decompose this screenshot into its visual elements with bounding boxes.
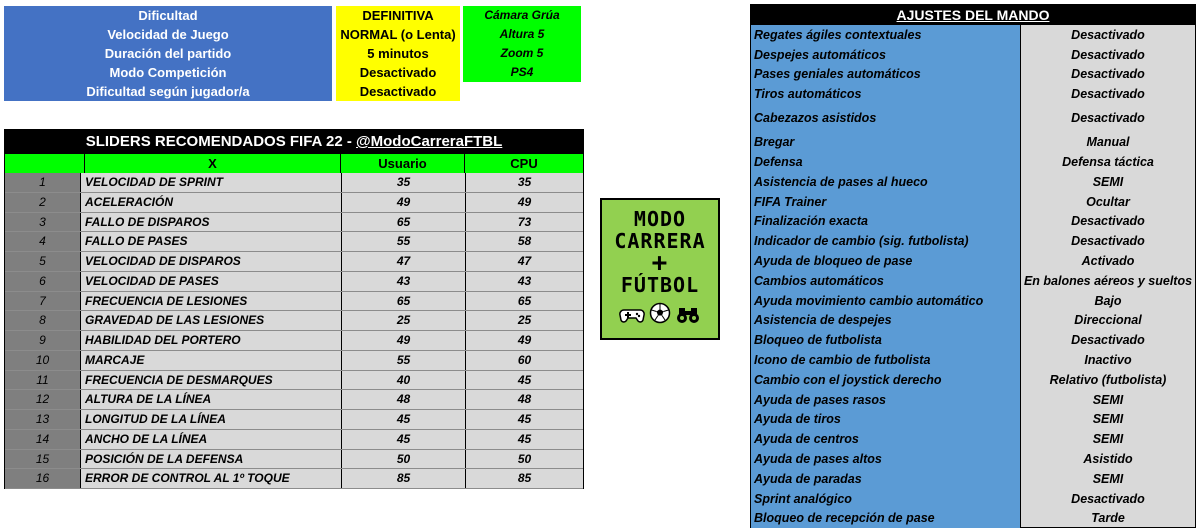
controller-setting-value-text: SEMI [1092,432,1124,447]
controller-setting-value-text: Direccional [1074,313,1142,328]
controller-row [751,350,1195,370]
controller-row [751,45,1195,65]
slider-number: 2 [5,193,81,212]
slider-row [5,292,583,312]
header-user: Usuario [341,154,465,173]
slider-name: GRAVEDAD DE LAS LESIONES [85,313,265,328]
header-number [5,154,85,173]
controller-setting-label [751,271,1021,291]
controller-settings [750,4,1196,528]
slider-user-value: 35 [341,173,465,192]
controller-setting-label-text: Ayuda movimiento cambio automático [754,293,984,308]
slider-user-value: 55 [341,232,465,251]
slider-row [5,213,583,233]
slider-user-value: 47 [341,252,465,271]
slider-cpu-value: 49 [465,331,583,350]
controller-setting-label-text: Ayuda de centros [754,432,859,447]
controller-setting-label [751,192,1021,212]
slider-name: FRECUENCIA DE DESMARQUES [85,372,273,387]
controller-setting-label [751,390,1021,410]
controller-setting-value [1021,509,1195,529]
controller-setting-label [751,429,1021,449]
controller-setting-label [751,489,1021,509]
camera-setting: Zoom 5 [463,44,581,63]
controller-row [751,271,1195,291]
controller-setting-label-text: Sprint analógico [754,491,852,506]
controller-setting-label-text: Finalización exacta [754,214,868,229]
setting-label: Duración del partido [4,44,332,63]
controller-row [751,429,1195,449]
controller-setting-value-text: Desactivado [1071,47,1145,62]
controller-setting-label-text: Ayuda de pases rasos [754,392,887,407]
slider-number: 1 [5,173,81,192]
controller-setting-value-text: Activado [1081,253,1135,268]
slider-number: 5 [5,252,81,271]
controller-setting-label [751,65,1021,85]
slider-cpu-value: 85 [465,469,583,488]
controller-setting-label-text: Despejes automáticos [754,47,886,62]
slider-row [5,232,583,252]
controller-setting-label-text: Ayuda de pases altos [754,451,882,466]
slider-row [5,390,583,410]
sliders-title [5,130,583,154]
controller-setting-label-text: Cabezazos asistidos [754,111,877,126]
header-name: X [85,154,341,173]
slider-user-value: 55 [341,351,465,370]
slider-user-value: 50 [341,450,465,469]
controller-setting-label-text: Asistencia de despejes [754,313,892,328]
controller-setting-value [1021,251,1195,271]
slider-cpu-value: 43 [465,272,583,291]
controller-setting-value [1021,84,1195,104]
slider-number: 9 [5,331,81,350]
modo-carrera-logo [600,198,720,340]
slider-cpu-value: 45 [465,371,583,390]
camera-setting: PS4 [463,63,581,82]
camera-setting: Cámara Grúa [463,6,581,25]
slider-row [5,450,583,470]
slider-user-value: 43 [341,272,465,291]
slider-user-value: 65 [341,292,465,311]
controller-setting-value [1021,330,1195,350]
slider-cpu-value: 65 [465,292,583,311]
controller-setting-value-text: Desactivado [1071,67,1145,82]
controller-setting-value [1021,45,1195,65]
controller-setting-label [751,251,1021,271]
controller-setting-value [1021,311,1195,331]
controller-setting-label [751,509,1021,529]
controller-row [751,311,1195,331]
slider-number: 3 [5,213,81,232]
slider-number: 16 [5,469,81,488]
sliders-table [4,129,584,489]
controller-setting-value-text: En balones aéreos y sueltos [1023,273,1193,288]
setting-label: Velocidad de Juego [4,25,332,44]
slider-row [5,311,583,331]
slider-row [5,371,583,391]
slider-name: POSICIÓN DE LA DEFENSA [85,451,244,466]
setting-label: Modo Competición [4,63,332,82]
setting-value: Desactivado [336,63,460,82]
controller-setting-label-text: Bloqueo de recepción de pase [754,511,935,526]
slider-user-value: 40 [341,371,465,390]
controller-row [751,330,1195,350]
controller-setting-value-text: Bajo [1094,293,1122,308]
controller-row [751,469,1195,489]
slider-row [5,331,583,351]
controller-row [751,410,1195,430]
slider-name: ERROR DE CONTROL AL 1º TOQUE [85,471,290,486]
controller-setting-label [751,330,1021,350]
controller-row [751,65,1195,85]
controller-setting-value [1021,469,1195,489]
slider-user-value: 65 [341,213,465,232]
slider-name: VELOCIDAD DE PASES [85,273,219,288]
controller-setting-value [1021,271,1195,291]
slider-name: LONGITUD DE LA LÍNEA [85,412,226,426]
controller-setting-value-text: SEMI [1092,471,1124,486]
header-cpu: CPU [465,154,583,173]
slider-user-value: 45 [341,410,465,429]
controller-setting-label-text: Icono de cambio de futbolista [754,352,931,367]
slider-cpu-value: 60 [465,351,583,370]
controller-setting-label-text: FIFA Trainer [754,194,827,209]
slider-name: ACELERACIÓN [85,194,174,209]
slider-name: MARCAJE [85,352,145,367]
controller-setting-value-text: Desactivado [1071,333,1145,348]
slider-row [5,469,583,489]
slider-number: 7 [5,292,81,311]
controller-setting-value-text: Desactivado [1071,214,1145,229]
slider-user-value: 85 [341,469,465,488]
controller-row [751,104,1195,128]
controller-setting-value-text: Defensa táctica [1062,154,1154,169]
controller-setting-label-text: Tiros automáticos [754,87,862,102]
controller-setting-label-text: Pases geniales automáticos [754,67,921,82]
slider-cpu-value: 58 [465,232,583,251]
slider-cpu-value: 35 [465,173,583,192]
controller-row [751,212,1195,232]
controller-setting-value-text: SEMI [1092,412,1124,427]
gamepad-icon [619,306,645,324]
slider-name: VELOCIDAD DE DISPAROS [85,254,241,268]
controller-setting-label-text: Indicador de cambio (sig. futbolista) [754,234,969,249]
slider-cpu-value: 73 [465,213,583,232]
controller-setting-label-text: Asistencia de pases al hueco [754,174,928,189]
controller-setting-label [751,469,1021,489]
slider-cpu-value: 48 [465,390,583,409]
controller-setting-label-text: Cambios automáticos [754,273,884,288]
controller-setting-label-text: Defensa [754,154,803,169]
slider-row [5,410,583,430]
slider-name: VELOCIDAD DE SPRINT [85,175,224,189]
controller-setting-label [751,370,1021,390]
controller-setting-value-text: Inactivo [1084,352,1132,367]
controller-setting-value-text: Desactivado [1071,491,1145,506]
slider-name: FALLO DE DISPAROS [85,214,210,229]
camera-setting: Altura 5 [463,25,581,44]
controller-setting-value [1021,449,1195,469]
logo-line: CARRERA [614,229,706,253]
controller-setting-label [751,45,1021,65]
controller-setting-value-text: Desactivado [1071,87,1145,102]
slider-number: 13 [5,410,81,429]
slider-number: 4 [5,232,81,251]
controller-setting-value-text: Tarde [1091,511,1125,526]
slider-user-value: 45 [341,430,465,449]
controller-row [751,390,1195,410]
controller-setting-value-text: Asistido [1083,451,1133,466]
controller-setting-label-text: Ayuda de tiros [754,412,841,427]
controller-setting-value [1021,390,1195,410]
slider-number: 15 [5,450,81,469]
setting-label: Dificultad según jugador/a [4,82,332,101]
slider-name: FRECUENCIA DE LESIONES [85,293,248,308]
controller-setting-label [751,25,1021,45]
setting-value: NORMAL (o Lenta) [336,25,460,44]
controller-row [751,172,1195,192]
controller-setting-label [751,231,1021,251]
slider-cpu-value: 45 [465,430,583,449]
slider-row [5,351,583,371]
controller-row [751,231,1195,251]
controller-setting-value-text: Desactivado [1071,111,1145,126]
controller-row [751,84,1195,104]
controller-setting-label-text: Ayuda de paradas [754,471,862,486]
slider-number: 11 [5,371,81,390]
controller-setting-value-text: Ocultar [1086,194,1130,209]
slider-cpu-value: 50 [465,450,583,469]
controller-setting-value [1021,231,1195,251]
controller-row [751,509,1195,529]
controller-setting-value-text: Relativo (futbolista) [1049,372,1167,387]
binoculars-icon [675,306,701,324]
controller-settings-title-text: AJUSTES DEL MANDO [896,7,1050,23]
slider-number: 6 [5,272,81,291]
controller-row [751,192,1195,212]
controller-setting-value [1021,291,1195,311]
setting-label: Dificultad [4,6,332,25]
slider-number: 8 [5,311,81,330]
sliders-title-handle: @ModoCarreraFTBL [356,133,503,150]
controller-setting-label [751,311,1021,331]
controller-setting-value [1021,212,1195,232]
controller-row [751,152,1195,172]
controller-setting-value-text: Desactivado [1071,234,1145,249]
controller-setting-label [751,152,1021,172]
slider-cpu-value: 45 [465,410,583,429]
controller-row [751,449,1195,469]
controller-setting-label-text: Ayuda de bloqueo de pase [754,253,913,268]
setting-value: DEFINITIVA [336,6,460,25]
controller-setting-value-text: SEMI [1092,174,1124,189]
controller-setting-value-text: Manual [1086,135,1130,150]
slider-name: HABILIDAD DEL PORTERO [85,333,241,347]
controller-setting-label [751,84,1021,104]
controller-setting-label [751,410,1021,430]
controller-setting-label [751,128,1021,152]
slider-name: FALLO DE PASES [85,234,188,249]
controller-setting-value [1021,104,1195,128]
controller-row [751,128,1195,152]
setting-value: Desactivado [336,82,460,101]
controller-setting-value [1021,489,1195,509]
sliders-title-prefix: SLIDERS RECOMENDADOS FIFA 22 - [85,133,356,150]
logo-icons [602,302,718,330]
controller-settings-title [751,5,1195,25]
slider-cpu-value: 47 [465,252,583,271]
controller-setting-label [751,104,1021,128]
controller-setting-value [1021,25,1195,45]
controller-setting-value-text: Desactivado [1071,27,1145,42]
logo-plus: + [651,248,669,278]
slider-name: ANCHO DE LA LÍNEA [85,431,208,446]
controller-setting-value [1021,350,1195,370]
controller-row [751,251,1195,271]
controller-setting-value-text: SEMI [1092,392,1124,407]
controller-row [751,489,1195,509]
controller-row [751,370,1195,390]
slider-user-value: 48 [341,390,465,409]
slider-name: ALTURA DE LA LÍNEA [85,392,212,407]
controller-setting-value [1021,410,1195,430]
controller-setting-label [751,172,1021,192]
slider-user-value: 49 [341,193,465,212]
controller-setting-value [1021,172,1195,192]
controller-row [751,291,1195,311]
slider-cpu-value: 49 [465,193,583,212]
slider-number: 10 [5,351,81,370]
logo-line: FÚTBOL [620,273,700,297]
controller-setting-value [1021,429,1195,449]
controller-setting-label [751,449,1021,469]
controller-setting-value [1021,192,1195,212]
controller-setting-value [1021,128,1195,152]
slider-user-value: 49 [341,331,465,350]
controller-setting-value [1021,152,1195,172]
slider-user-value: 25 [341,311,465,330]
controller-setting-label [751,350,1021,370]
controller-setting-value [1021,65,1195,85]
controller-setting-label [751,212,1021,232]
controller-setting-label-text: Bloqueo de futbolista [754,333,882,348]
slider-row [5,173,583,193]
controller-setting-value [1021,370,1195,390]
slider-cpu-value: 25 [465,311,583,330]
soccer-ball-icon [649,302,671,324]
slider-row [5,193,583,213]
controller-setting-label-text: Bregar [754,135,795,150]
controller-setting-label-text: Regates ágiles contextuales [754,27,922,42]
slider-row [5,430,583,450]
controller-row [751,25,1195,45]
slider-row [5,252,583,272]
slider-row [5,272,583,292]
setting-value: 5 minutos [336,44,460,63]
controller-setting-label-text: Cambio con el joystick derecho [754,372,942,387]
controller-setting-label [751,291,1021,311]
slider-number: 14 [5,430,81,449]
logo-line: MODO [633,207,687,231]
slider-number: 12 [5,390,81,409]
